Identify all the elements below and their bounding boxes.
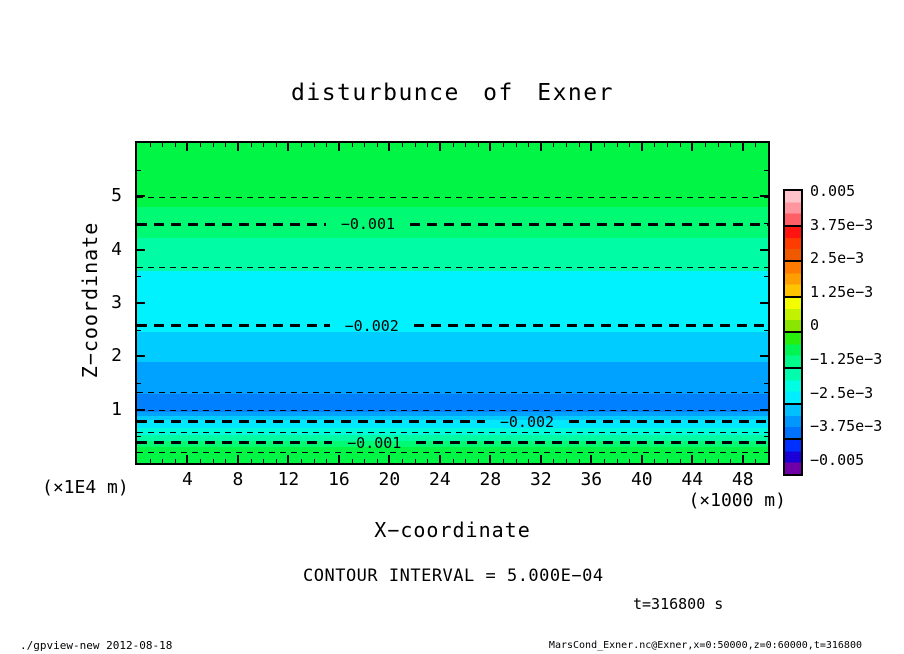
- x-minor-tick: [730, 143, 731, 147]
- x-minor-tick: [503, 459, 504, 463]
- x-minor-tick: [629, 143, 630, 147]
- x-minor-tick: [175, 459, 176, 463]
- x-minor-tick: [364, 459, 365, 463]
- colorbar: [783, 191, 799, 476]
- x-major-tick: [237, 143, 239, 151]
- x-minor-tick: [352, 143, 353, 147]
- contour-line: [137, 324, 330, 327]
- y-major-tick: [760, 355, 768, 357]
- y-tick-label: 1: [111, 398, 122, 420]
- chart-title: disturbunce of Exner: [291, 80, 614, 106]
- x-major-tick: [590, 143, 592, 151]
- tone-band: [137, 271, 768, 332]
- x-minor-tick: [225, 143, 226, 147]
- x-major-tick: [742, 143, 744, 151]
- x-minor-tick: [364, 143, 365, 147]
- x-minor-tick: [225, 459, 226, 463]
- x-minor-tick: [730, 459, 731, 463]
- x-minor-tick: [654, 459, 655, 463]
- y-minor-tick: [137, 276, 141, 277]
- contour-label: −0.001: [347, 433, 402, 452]
- x-minor-tick: [251, 143, 252, 147]
- x-minor-tick: [516, 459, 517, 463]
- x-tick-label: 28: [479, 469, 502, 490]
- x-minor-tick: [718, 143, 719, 147]
- x-tick-label: 24: [429, 469, 451, 490]
- x-tick-label: 36: [580, 469, 603, 490]
- contour-line: [569, 420, 768, 423]
- contour-line: [137, 392, 768, 393]
- x-minor-tick: [276, 143, 277, 147]
- x-minor-tick: [415, 143, 416, 147]
- x-major-tick: [439, 143, 441, 151]
- x-minor-tick: [162, 143, 163, 147]
- x-minor-tick: [465, 143, 466, 147]
- y-major-tick: [137, 302, 145, 304]
- x-major-tick: [237, 455, 239, 463]
- contour-line: [137, 267, 768, 268]
- x-major-tick: [590, 455, 592, 463]
- colorbar-box: [783, 189, 803, 227]
- x-minor-tick: [629, 459, 630, 463]
- footer-source-text: MarsCond_Exner.nc@Exner,x=0:50000,z=0:60000,t=316800: [548, 640, 862, 651]
- x-minor-tick: [301, 459, 302, 463]
- y-minor-tick: [137, 436, 141, 437]
- x-tick-label: 40: [630, 469, 653, 490]
- x-minor-tick: [617, 143, 618, 147]
- x-minor-tick: [453, 459, 454, 463]
- x-major-tick: [287, 143, 289, 151]
- x-major-tick: [742, 455, 744, 463]
- x-tick-label: 16: [328, 469, 350, 490]
- x-minor-tick: [680, 143, 681, 147]
- x-minor-tick: [579, 143, 580, 147]
- y-axis-unit-label: (×1E4 m): [42, 477, 129, 498]
- x-minor-tick: [402, 143, 403, 147]
- x-minor-tick: [162, 459, 163, 463]
- x-major-tick: [186, 455, 188, 463]
- x-minor-tick: [200, 459, 201, 463]
- colorbar-tick-label: 0.005: [810, 182, 856, 200]
- y-minor-tick: [764, 170, 768, 171]
- x-major-tick: [641, 143, 643, 151]
- x-minor-tick: [465, 459, 466, 463]
- colorbar-tick-label: 1.25e−3: [810, 282, 874, 301]
- x-minor-tick: [553, 143, 554, 147]
- contour-line: [137, 197, 768, 198]
- y-major-tick: [760, 409, 768, 411]
- x-minor-tick: [528, 143, 529, 147]
- x-minor-tick: [314, 459, 315, 463]
- x-minor-tick: [213, 143, 214, 147]
- colorbar-tick-label: −0.005: [810, 450, 865, 469]
- contour-interval-note: CONTOUR INTERVAL = 5.000E−04: [303, 566, 604, 586]
- x-minor-tick: [263, 459, 264, 463]
- x-minor-tick: [680, 459, 681, 463]
- tone-band: [137, 362, 768, 394]
- y-minor-tick: [137, 383, 141, 384]
- x-tick-label: 44: [681, 469, 704, 490]
- y-minor-tick: [764, 223, 768, 224]
- x-minor-tick: [566, 143, 567, 147]
- x-major-tick: [540, 455, 542, 463]
- contour-line: [416, 441, 768, 444]
- time-label: t=316800 s: [633, 595, 724, 613]
- y-major-tick: [137, 195, 145, 197]
- x-minor-tick: [427, 459, 428, 463]
- x-minor-tick: [263, 143, 264, 147]
- y-minor-tick: [137, 330, 141, 331]
- y-major-tick: [760, 249, 768, 251]
- x-minor-tick: [150, 143, 151, 147]
- x-minor-tick: [604, 143, 605, 147]
- x-minor-tick: [150, 459, 151, 463]
- x-major-tick: [439, 455, 441, 463]
- x-major-tick: [186, 143, 188, 151]
- x-minor-tick: [213, 459, 214, 463]
- contour-label: −0.002: [344, 316, 399, 335]
- x-major-tick: [388, 143, 390, 151]
- x-major-tick: [540, 143, 542, 151]
- colorbar-box: [783, 403, 803, 441]
- contour-line: [410, 223, 768, 226]
- x-minor-tick: [276, 459, 277, 463]
- colorbar-box: [783, 296, 803, 334]
- x-minor-tick: [528, 459, 529, 463]
- contour-line: [137, 223, 326, 226]
- x-minor-tick: [654, 143, 655, 147]
- colorbar-tick-label: 3.75e−3: [810, 215, 874, 234]
- x-major-tick: [338, 455, 340, 463]
- x-minor-tick: [301, 143, 302, 147]
- x-minor-tick: [175, 143, 176, 147]
- x-minor-tick: [667, 143, 668, 147]
- y-minor-tick: [764, 330, 768, 331]
- y-tick-label: 5: [111, 185, 122, 207]
- x-axis-unit-label: (×1000 m): [688, 490, 786, 511]
- x-minor-tick: [314, 143, 315, 147]
- y-tick-label: 2: [111, 345, 122, 367]
- contour-line: [137, 441, 332, 444]
- y-tick-label: 3: [111, 292, 122, 313]
- x-minor-tick: [352, 459, 353, 463]
- x-tick-label: 8: [232, 469, 244, 490]
- colorbar-tick-label: 0: [810, 316, 820, 335]
- contour-line: [137, 432, 768, 433]
- y-major-tick: [760, 302, 768, 304]
- x-minor-tick: [755, 459, 756, 463]
- x-major-tick: [287, 455, 289, 463]
- x-minor-tick: [667, 459, 668, 463]
- x-minor-tick: [478, 143, 479, 147]
- colorbar-box: [783, 367, 803, 405]
- y-major-tick: [137, 409, 145, 411]
- y-minor-tick: [764, 436, 768, 437]
- x-minor-tick: [516, 143, 517, 147]
- x-minor-tick: [705, 459, 706, 463]
- y-minor-tick: [764, 383, 768, 384]
- colorbar-box: [783, 260, 803, 298]
- y-major-tick: [760, 195, 768, 197]
- x-minor-tick: [415, 459, 416, 463]
- x-major-tick: [641, 455, 643, 463]
- contour-label: −0.002: [499, 412, 555, 431]
- contour-line: [137, 410, 768, 411]
- contour-line: [137, 452, 768, 453]
- colorbar-tick-label: 2.5e−3: [810, 249, 865, 268]
- x-minor-tick: [705, 143, 706, 147]
- x-minor-tick: [503, 143, 504, 147]
- x-minor-tick: [427, 143, 428, 147]
- x-minor-tick: [553, 459, 554, 463]
- x-minor-tick: [718, 459, 719, 463]
- colorbar-tick-label: −3.75e−3: [810, 417, 883, 436]
- y-major-tick: [137, 355, 145, 357]
- colorbar-box: [783, 438, 803, 476]
- x-major-tick: [691, 455, 693, 463]
- x-minor-tick: [604, 459, 605, 463]
- x-tick-label: 20: [378, 469, 401, 490]
- x-minor-tick: [377, 143, 378, 147]
- contour-line: [414, 324, 768, 327]
- colorbar-box: [783, 331, 803, 369]
- colorbar-tick-label: −2.5e−3: [810, 383, 874, 402]
- contour-label: −0.001: [340, 215, 396, 234]
- x-minor-tick: [453, 143, 454, 147]
- y-major-tick: [137, 249, 145, 251]
- x-minor-tick: [402, 459, 403, 463]
- x-tick-label: 32: [529, 469, 552, 490]
- y-minor-tick: [764, 276, 768, 277]
- x-axis-title: X−coordinate: [374, 518, 531, 542]
- y-axis-title: Z−coordinate: [78, 221, 102, 379]
- x-minor-tick: [326, 143, 327, 147]
- x-major-tick: [489, 455, 491, 463]
- contour-line: [137, 420, 485, 423]
- x-major-tick: [388, 455, 390, 463]
- x-minor-tick: [478, 459, 479, 463]
- colorbar-tick-label: −1.25e−3: [810, 350, 883, 368]
- x-tick-label: 48: [731, 469, 754, 490]
- x-major-tick: [691, 143, 693, 151]
- x-minor-tick: [326, 459, 327, 463]
- x-minor-tick: [617, 459, 618, 463]
- x-minor-tick: [251, 459, 252, 463]
- x-minor-tick: [377, 459, 378, 463]
- x-minor-tick: [755, 143, 756, 147]
- x-tick-label: 12: [277, 469, 300, 490]
- y-tick-label: 4: [111, 238, 122, 260]
- footer-command-text: ./gpview-new 2012-08-18: [20, 639, 173, 652]
- y-minor-tick: [137, 170, 141, 171]
- colorbar-box: [783, 225, 803, 263]
- plot-area: [137, 143, 768, 463]
- x-tick-label: 4: [182, 469, 193, 490]
- x-major-tick: [338, 143, 340, 151]
- x-minor-tick: [566, 459, 567, 463]
- x-minor-tick: [200, 143, 201, 147]
- tone-band: [137, 332, 768, 362]
- x-major-tick: [489, 143, 491, 151]
- y-minor-tick: [137, 223, 141, 224]
- x-minor-tick: [579, 459, 580, 463]
